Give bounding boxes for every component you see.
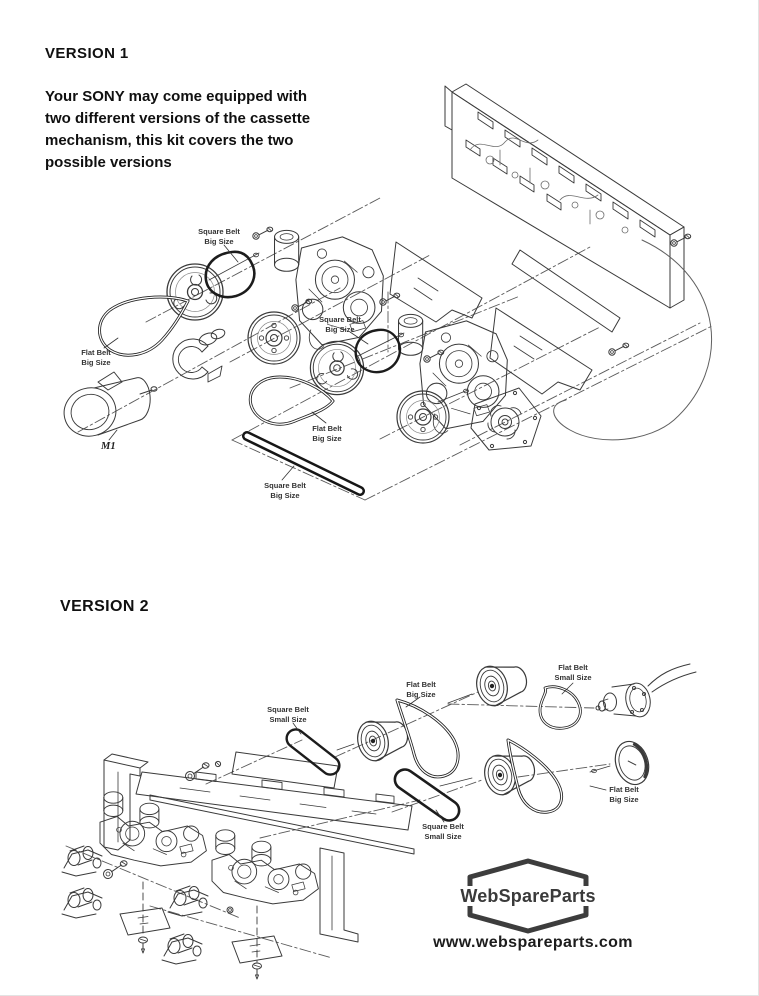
v2-square-belt-small-1	[283, 726, 343, 778]
v2-right-post	[320, 848, 358, 942]
v2-belts	[283, 687, 580, 825]
v2-pulley-drum-2	[473, 658, 531, 709]
label-flat-belt-big-right: Flat Belt Big Size	[609, 785, 639, 804]
v2-chassis-deck	[104, 752, 414, 942]
v1-belts	[100, 252, 400, 491]
v1-chassis-panel	[445, 84, 684, 308]
version1-heading: VERSION 1	[45, 45, 129, 62]
label-motor-m1: M1	[101, 441, 116, 452]
v2-roller-2	[62, 888, 102, 918]
v2-axis-lines	[66, 692, 610, 958]
label-flat-belt-left: Flat Belt Big Size	[81, 348, 111, 367]
v1-capstan-rotor	[471, 388, 541, 450]
version2-diagram	[62, 658, 696, 979]
v2-plate-left	[120, 908, 170, 935]
v2-pulley-shafts	[337, 694, 610, 786]
intro-line: two different versions of the cassette	[45, 110, 311, 127]
v1-chassis-slots	[466, 112, 655, 237]
v1-base-outline	[554, 240, 712, 440]
version2-heading: VERSION 2	[60, 598, 149, 615]
intro-paragraph	[45, 86, 375, 174]
v1-axis-lines	[78, 198, 712, 500]
v1-square-belt-mid	[356, 330, 400, 372]
v2-flat-belt-big-1	[397, 700, 458, 777]
v1-bracket-plates	[390, 242, 620, 394]
label-flat-belt-big-top: Flat Belt Big Size	[406, 680, 436, 699]
v1-motor-m1	[59, 372, 157, 442]
label-square-belt-small-bottom: Square Belt Small Size	[422, 822, 464, 841]
label-square-belt-mid: Square Belt Big Size	[319, 315, 361, 334]
v2-motor	[596, 664, 696, 719]
intro-line: Your SONY may come equipped with	[45, 88, 307, 105]
website-url: www.webspareparts.com	[433, 934, 633, 951]
v1-screws	[253, 227, 691, 362]
webspareparts-logo-text: WebSpareParts	[457, 886, 598, 906]
v1-leader-lines	[104, 245, 368, 480]
label-square-belt-small-left: Square Belt Small Size	[267, 705, 309, 724]
v2-roller-4	[162, 934, 202, 964]
intro-line: mechanism, this kit covers the two	[45, 132, 294, 149]
v1-chassis-inner-detail	[470, 138, 628, 233]
v2-pulley-disc	[610, 737, 654, 789]
label-flat-belt-mid: Flat Belt Big Size	[312, 424, 342, 443]
v2-screws	[102, 761, 233, 913]
intro-line: possible versions	[45, 154, 172, 171]
label-square-belt-long: Square Belt Big Size	[264, 481, 306, 500]
v2-roller-1	[62, 846, 102, 876]
v2-flat-belt-big-2	[508, 740, 562, 812]
label-flat-belt-small: Flat Belt Small Size	[554, 663, 592, 682]
v2-mech-cluster-right	[212, 830, 318, 904]
label-square-belt-top: Square Belt Big Size	[198, 227, 240, 246]
